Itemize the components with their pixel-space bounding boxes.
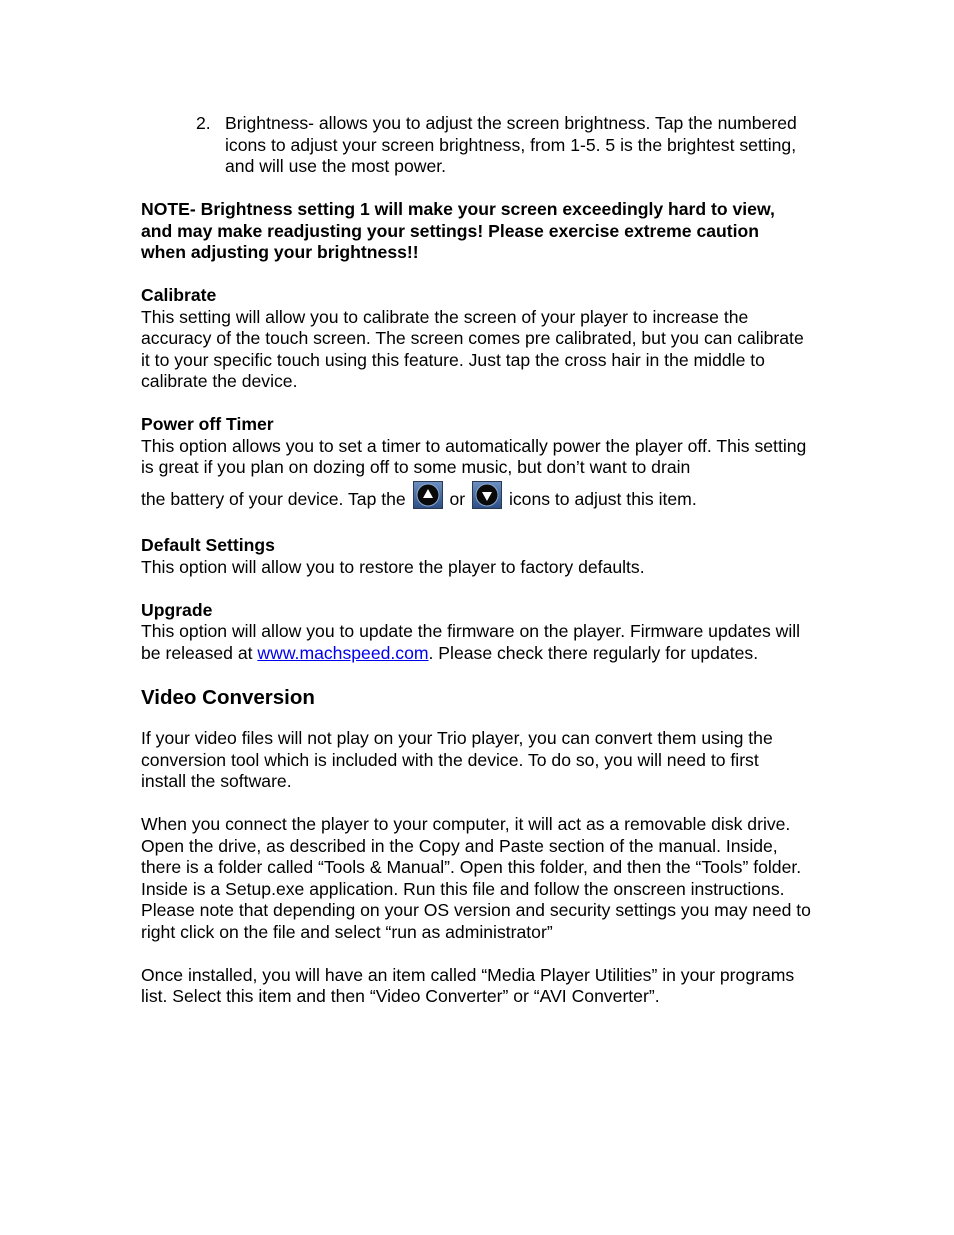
- brightness-note: NOTE- Brightness setting 1 will make your screen exceedingly hard to view, and may make readjusting your settings! Please exercise extreme caution when adjusting your brightness!!: [141, 199, 775, 262]
- list-item-brightness: [141, 113, 825, 178]
- video-paragraph-1: If your video files will not play on your Trio player, you can convert them using the conversion tool which is included with the device. To do so, you will need to first install the software.: [141, 728, 773, 791]
- upgrade-body-before: This option will allow you to update the firmware on the player. Firmware updates will be released at: [141, 621, 801, 663]
- default-settings-title: Default Settings: [141, 535, 275, 555]
- default-settings-body: This option will allow you to restore the player to factory defaults.: [141, 556, 645, 577]
- brightness-text: Brightness- allows you to adjust the screen brightness. Tap the numbered icons to adjust your screen brightness, from 1-5. 5 is the brightest setting, and will use the most power.: [225, 113, 797, 176]
- tap-prefix: the battery of your device. Tap the: [141, 488, 406, 509]
- down-arrow-icon: [472, 481, 502, 509]
- document-page: [141, 113, 831, 1008]
- machspeed-link[interactable]: www.machspeed.com: [257, 642, 429, 663]
- calibrate-title: Calibrate: [141, 285, 217, 305]
- list-number: 2.: [196, 113, 211, 133]
- upgrade-title: Upgrade: [141, 599, 213, 620]
- calibrate-body: This setting will allow you to calibrate the screen of your player to increase the accuracy of the touch screen. The screen comes pre calibrated, but you can calibrate it to your specific touch using this feature. Just tap the cross hair in the middle to calibrate the device.: [141, 306, 804, 391]
- video-paragraph-3: Once installed, you will have an item called “Media Player Utilities” in your programs list. Select this item and then “Video Converter” or “AVI Converter”.: [141, 964, 795, 1006]
- upgrade-body-after: . Please check there regularly for updates.: [428, 642, 759, 663]
- power-off-body: This option allows you to set a timer to automatically power the player off. This setting is great if you plan on dozing off to some music, but don’t want to drain: [141, 435, 807, 477]
- video-paragraph-2: When you connect the player to your computer, it will act as a removable disk drive. Open the drive, as described in the Copy and Paste section of the manual. Inside, there is a folder called “Tools & Manual”. Open this folder, and then the “Tools” folder. Inside is a Setup.exe application. Run this file and follow the onscreen instructions. Please note that depending on your OS version and security settings you may need to right click on the file and select “run as administrator”: [141, 814, 811, 942]
- video-conversion-heading: Video Conversion: [141, 686, 315, 709]
- or-text: or: [449, 488, 466, 509]
- tap-suffix: icons to adjust this item.: [508, 488, 697, 509]
- power-off-icon-line: [141, 481, 831, 514]
- upgrade-body: [141, 621, 816, 664]
- up-arrow-icon: [413, 481, 443, 509]
- power-off-title: Power off Timer: [141, 414, 274, 434]
